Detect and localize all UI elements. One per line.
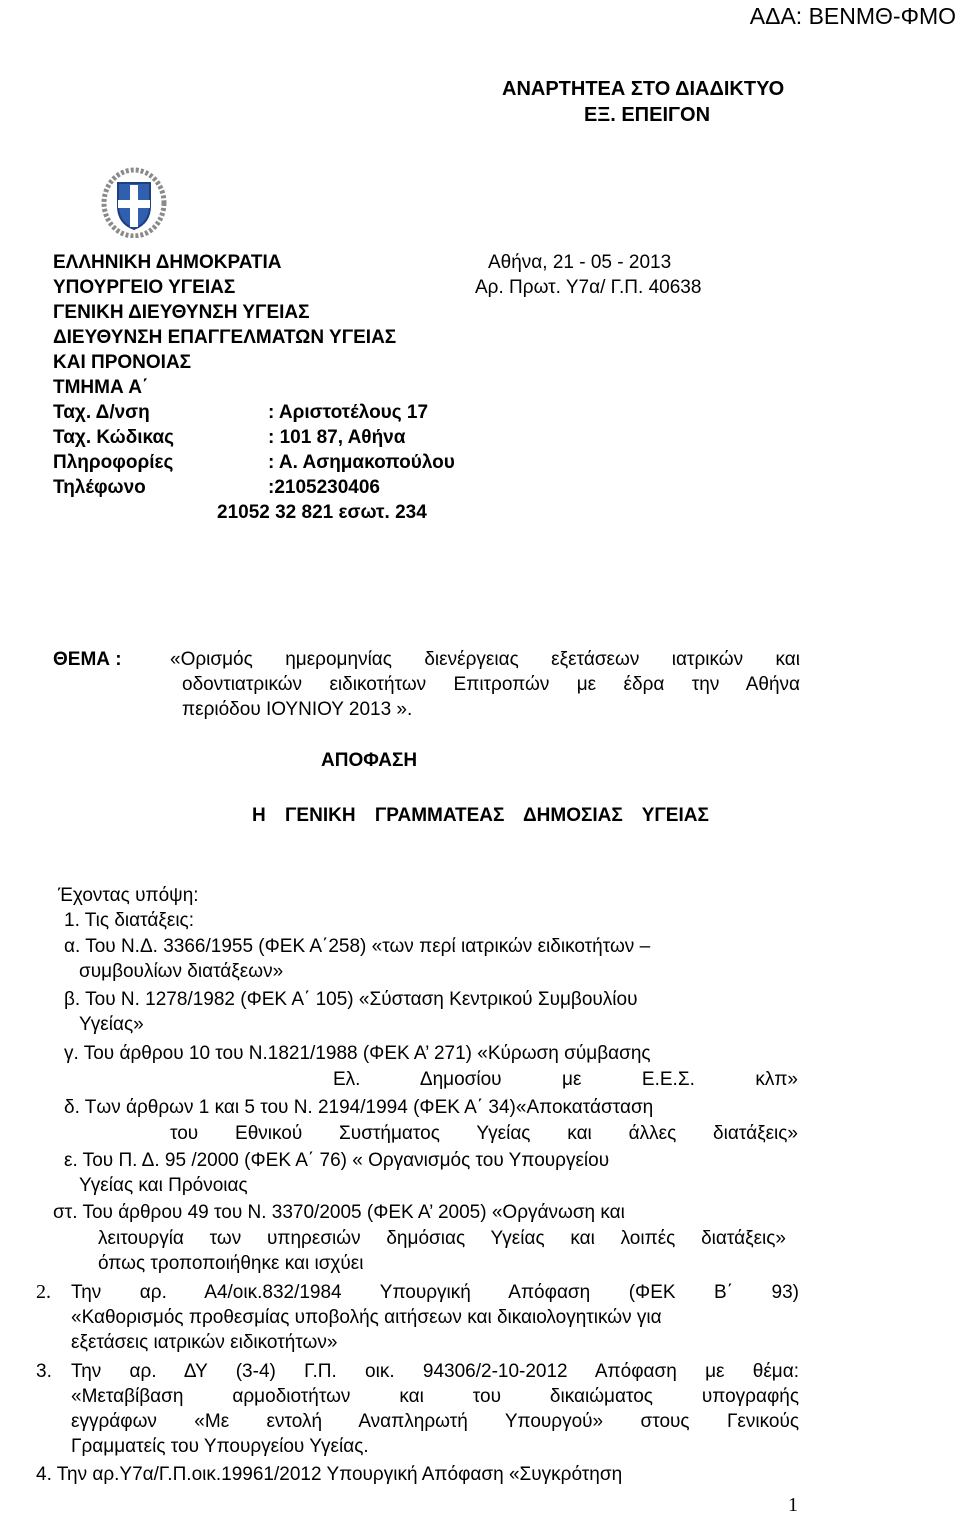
contact-address — [53, 400, 473, 425]
decision-title: ΑΠΟΦΑΣΗ — [321, 750, 418, 771]
list-item: α. Του Ν.Δ. 3366/1955 (ΦΕΚ Α΄258) «των περί ιατρικών ειδικοτήτων – — [64, 936, 651, 957]
list-item-continuation: «Καθορισμός προθεσμίας υποβολής αιτήσεων και δικαιολογητικών για — [71, 1307, 662, 1328]
org-line-5: ΚΑΙ ΠΡΟΝΟΙΑΣ — [53, 352, 192, 373]
contact-information — [53, 450, 473, 475]
hellenic-emblem — [101, 166, 167, 238]
contact-value: : Α. Ασημακοπούλου — [268, 452, 455, 473]
urgency-notice: ΕΞ. ΕΠΕΙΓΟΝ — [584, 104, 711, 126]
list-number: 3. — [36, 1361, 52, 1382]
org-line-4: ΔΙΕΥΘΥΝΣΗ ΕΠΑΓΓΕΛΜΑΤΩΝ ΥΓΕΙΑΣ — [53, 327, 397, 348]
contact-value: : 101 87, Αθήνα — [268, 427, 406, 448]
list-item-continuation: Υγείας» — [79, 1014, 144, 1035]
org-line-3: ΓΕΝΙΚΗ ΔΙΕΥΘΥΝΣΗ ΥΓΕΙΑΣ — [53, 302, 310, 323]
document-date: Αθήνα, 21 - 05 - 2013 — [488, 252, 672, 273]
org-line-1: ΕΛΛΗΝΙΚΗ ΔΗΜΟΚΡΑΤΙΑ — [53, 252, 282, 273]
contact-postcode — [53, 425, 473, 450]
list-item-continuation: εγγράφων «Με εντολή Αναπληρωτή Υπουργού» στους Γενικούς — [71, 1411, 799, 1432]
list-item-continuation: του Εθνικού Συστήματος Υγείας και άλλες διατάξεις» — [170, 1123, 798, 1144]
subject-line-1: «Ορισμός ημερομηνίας διενέργειας εξετάσεων ιατρικών και — [170, 649, 800, 670]
contact-label: Τηλέφωνο — [53, 477, 146, 498]
list-item: ε. Του Π. Δ. 95 /2000 (ΦΕΚ Α΄ 76) « Οργανισμός του Υπουργείου — [64, 1150, 610, 1171]
org-line-2: ΥΠΟΥΡΓΕΙΟ ΥΓΕΙΑΣ — [53, 277, 236, 298]
contact-label: Ταχ. Κώδικας — [53, 427, 175, 448]
page-number: 1 — [788, 1494, 798, 1516]
list-item: γ. Του άρθρου 10 του Ν.1821/1988 (ΦΕΚ Α’ 271) «Κύρωση σύμβασης — [64, 1043, 651, 1064]
list-item-continuation: «Μεταβίβαση αρμοδιοτήτων και του δικαιώματος υπογραφής — [71, 1386, 799, 1407]
list-item: δ. Των άρθρων 1 και 5 του Ν. 2194/1994 (ΦΕΚ Α΄ 34)«Αποκατάσταση — [64, 1097, 654, 1118]
list-item-continuation: όπως τροποποιήθηκε και ισχύει — [98, 1253, 364, 1274]
list-item: Την αρ. ΔΥ (3-4) Γ.Π. οικ. 94306/2-10-2012 Απόφαση με θέμα: — [71, 1361, 799, 1382]
list-item-continuation: Υγείας και Πρόνοιας — [79, 1175, 248, 1196]
list-item-continuation: Γραμματείς του Υπουργείου Υγείας. — [71, 1436, 369, 1457]
list-item-continuation: εξετάσεις ιατρικών ειδικοτήτων» — [71, 1332, 338, 1353]
protocol-number: Αρ. Πρωτ. Υ7α/ Γ.Π. 40638 — [475, 277, 702, 298]
list-item: 1. Τις διατάξεις: — [64, 910, 194, 931]
contact-label: Πληροφορίες — [53, 452, 174, 473]
org-line-6: ΤΜΗΜΑ Α΄ — [53, 377, 149, 398]
list-item: β. Του Ν. 1278/1982 (ΦΕΚ Α΄ 105) «Σύσταση Κεντρικού Συμβουλίου — [64, 989, 638, 1010]
considering-intro: Έχοντας υπόψη: — [58, 885, 199, 906]
list-item: στ. Του άρθρου 49 του Ν. 3370/2005 (ΦΕΚ Α’ 2005) «Οργάνωση και — [53, 1202, 625, 1223]
subject-line-2: οδοντιατρικών ειδικοτήτων Επιτροπών με έδρα την Αθήνα — [182, 674, 800, 695]
issuing-authority: Η ΓΕΝΙΚΗ ΓΡΑΜΜΑΤΕΑΣ ΔΗΜΟΣΙΑΣ ΥΓΕΙΑΣ — [252, 805, 709, 826]
contact-value: :2105230406 — [268, 477, 380, 498]
contact-phone — [53, 475, 473, 500]
subject-line-3: περιόδου ΙΟΥΝΙΟΥ 2013 ». — [182, 699, 413, 720]
subject-label: ΘΕΜΑ : — [53, 649, 122, 670]
contact-value: : Αριστοτέλους 17 — [268, 402, 429, 423]
ada-code: ΑΔΑ: ΒΕΝΜΘ-ΦΜΟ — [749, 3, 956, 29]
list-item-continuation: συμβουλίων διατάξεων» — [79, 961, 284, 982]
list-item-continuation: λειτουργία των υπηρεσιών δημόσιας Υγείας και λοιπές διατάξεις» — [98, 1228, 786, 1249]
list-item: Την αρ. Α4/οικ.832/1984 Υπουργική Απόφαση (ΦΕΚ Β΄ 93) — [71, 1282, 799, 1303]
list-number: 2. — [36, 1281, 51, 1303]
posting-notice: ΑΝΑΡΤΗΤΕΑ ΣΤΟ ΔΙΑΔΙΚΤΥΟ — [502, 78, 785, 100]
list-item: 4. Την αρ.Υ7α/Γ.Π.οικ.19961/2012 Υπουργική Απόφαση «Συγκρότηση — [36, 1464, 623, 1485]
contact-label: Ταχ. Δ/νση — [53, 402, 150, 423]
list-item-continuation: Ελ. Δημοσίου με Ε.Ε.Σ. κλπ» — [333, 1069, 798, 1090]
contact-phone-extra: 21052 32 821 εσωτ. 234 — [217, 502, 427, 523]
